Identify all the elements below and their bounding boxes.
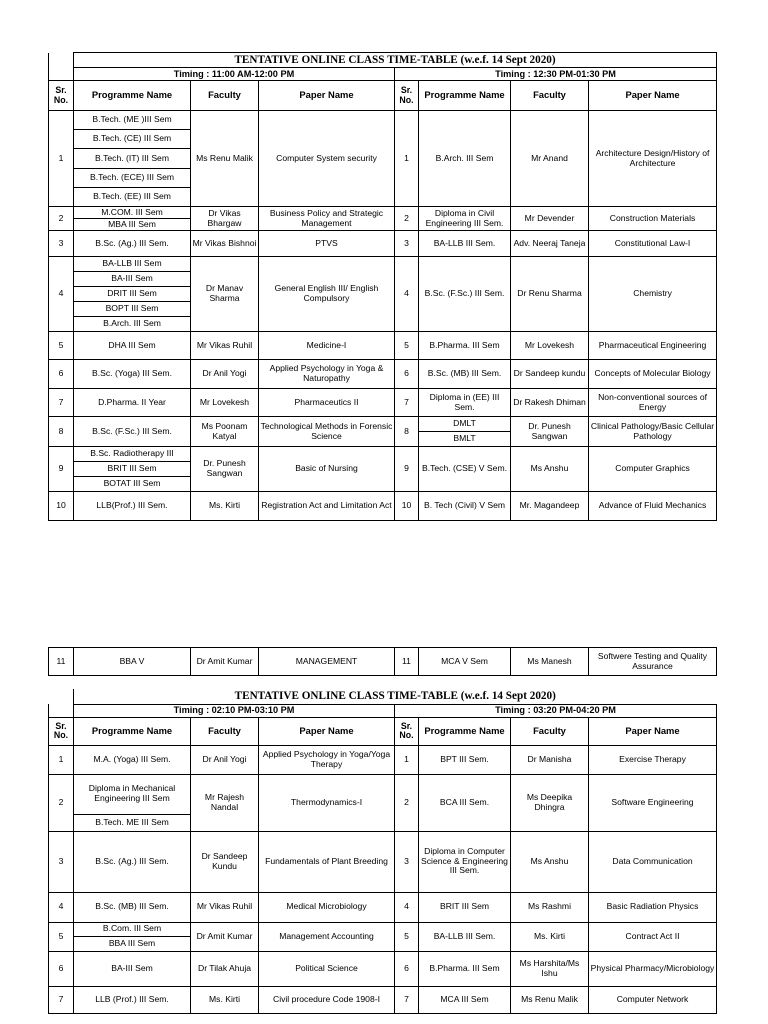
programme-name: Diploma in (EE) III Sem.: [419, 389, 511, 417]
paper-name: Contract Act II: [589, 922, 717, 951]
timetable-title: TENTATIVE ONLINE CLASS TIME-TABLE (w.e.f. 14 Sept 2020): [234, 689, 556, 702]
programme-name: B. Tech (Civil) V Sem: [419, 492, 511, 521]
header-programme: Programme Name: [74, 717, 191, 745]
sr-no: 6: [395, 360, 419, 389]
paper-name: Medical Microbiology: [259, 892, 395, 922]
programme-name-group: [74, 111, 191, 207]
programme-name: B.Sc. (Yoga) III Sem.: [74, 360, 191, 389]
timetable-afternoon: [48, 689, 717, 1014]
faculty-name: Ms Manesh: [511, 648, 589, 676]
programme-name: BPT III Sem.: [419, 745, 511, 774]
programme-name: B.Sc. (Ag.) III Sem.: [74, 231, 191, 257]
programme-name: BA-LLB III Sem: [102, 258, 162, 269]
paper-name: Applied Psychology in Yoga/Yoga Therapy: [259, 745, 395, 774]
corner-cell: [49, 53, 74, 68]
paper-name: Pharmaceutics II: [259, 389, 395, 417]
header-sr-no: Sr. No.: [395, 717, 419, 745]
programme-name: Diploma in Computer Science & Engineering III Sem.: [419, 831, 511, 892]
faculty-name: Dr Sandeep Kundu: [191, 831, 259, 892]
programme-name-group: [74, 922, 191, 951]
faculty-name: Dr Anil Yogi: [191, 745, 259, 774]
sr-no: 11: [395, 648, 419, 676]
programme-name: B.Arch. III Sem: [74, 316, 190, 331]
programme-name: B.Tech. (EE) III Sem: [74, 187, 190, 206]
header-paper: Paper Name: [589, 81, 717, 111]
sr-no: 3: [395, 231, 419, 257]
sr-no: 2: [395, 207, 419, 231]
faculty-name: Ms. Kirti: [191, 492, 259, 521]
faculty-name: Ms Deepika Dhingra: [511, 774, 589, 831]
sr-no: 3: [395, 831, 419, 892]
paper-name: Computer Network: [589, 986, 717, 1013]
paper-name: Applied Psychology in Yoga & Naturopathy: [259, 360, 395, 389]
programme-name: BCA III Sem.: [419, 774, 511, 831]
timetable-extra-row: [48, 647, 717, 676]
sr-no: 2: [49, 207, 74, 231]
timetable-morning: [48, 52, 717, 521]
faculty-name: Ms Poonam Katyal: [191, 417, 259, 447]
programme-name-group: [74, 447, 191, 492]
faculty-name: Mr Vikas Bishnoi: [191, 231, 259, 257]
programme-name: B.Sc. (MB) III Sem.: [74, 892, 191, 922]
paper-name: Registration Act and Limitation Act: [259, 492, 395, 521]
paper-name: Thermodynamics-I: [259, 774, 395, 831]
programme-name-group: [419, 417, 511, 447]
paper-name: Civil procedure Code 1908-I: [259, 986, 395, 1013]
paper-name: Business Policy and Strategic Management: [259, 207, 395, 231]
programme-name: BOPT III Sem: [74, 301, 190, 316]
programme-name-group: [74, 774, 191, 831]
programme-name: B.Com. III Sem: [102, 923, 162, 934]
sr-no: 8: [395, 417, 419, 447]
table-row: [49, 447, 717, 492]
sr-no: 8: [49, 417, 74, 447]
timing-right: Timing : 12:30 PM-01:30 PM: [395, 68, 717, 81]
faculty-name: Mr Lovekesh: [191, 389, 259, 417]
corner-cell: [49, 704, 74, 717]
sr-no: 5: [49, 922, 74, 951]
programme-name: MCA III Sem: [419, 986, 511, 1013]
paper-name: Pharmaceutical Engineering: [589, 332, 717, 360]
sr-no: 4: [49, 257, 74, 332]
header-faculty: Faculty: [511, 81, 589, 111]
paper-name: MANAGEMENT: [259, 648, 395, 676]
programme-name: BA-LLB III Sem.: [419, 922, 511, 951]
table-row: [49, 332, 717, 360]
programme-name: Diploma in Mechanical Engineering III Sem: [88, 783, 176, 804]
header-sr-no: Sr. No.: [49, 81, 74, 111]
table-row: [49, 111, 717, 207]
programme-name: B.Tech. ME III Sem: [74, 814, 190, 830]
table-row: [49, 892, 717, 922]
programme-name: DRIT III Sem: [74, 286, 190, 301]
header-programme: Programme Name: [419, 81, 511, 111]
table-row: [49, 492, 717, 521]
faculty-name: Dr Vikas Bhargaw: [191, 207, 259, 231]
header-faculty: Faculty: [191, 717, 259, 745]
table-row: [49, 986, 717, 1013]
header-sr-no: Sr. No.: [49, 717, 74, 745]
programme-name: B.Sc. Radiotherapy III: [90, 448, 174, 459]
programme-name: MBA III Sem: [74, 218, 190, 230]
faculty-name: Ms. Kirti: [191, 986, 259, 1013]
programme-name: MCA V Sem: [419, 648, 511, 676]
header-paper: Paper Name: [259, 81, 395, 111]
programme-name: BBA V: [74, 648, 191, 676]
timing-left: Timing : 11:00 AM-12:00 PM: [74, 68, 395, 81]
sr-no: 11: [49, 648, 74, 676]
programme-name: B.Tech. (ME )III Sem: [92, 114, 172, 125]
faculty-name: Mr Rajesh Nandal: [191, 774, 259, 831]
paper-name: Data Communication: [589, 831, 717, 892]
programme-name: BRIT III Sem: [74, 461, 190, 476]
programme-name: B.Tech. (IT) III Sem: [74, 148, 190, 167]
sr-no: 6: [49, 360, 74, 389]
table-row: [49, 207, 717, 231]
paper-name: General English III/ English Compulsory: [259, 257, 395, 332]
programme-name: B.Pharma. III Sem: [419, 332, 511, 360]
programme-name: B.Sc. (Ag.) III Sem.: [74, 831, 191, 892]
faculty-name: Dr Renu Sharma: [511, 257, 589, 332]
faculty-name: Dr. Punesh Sangwan: [191, 447, 259, 492]
paper-name: Computer Graphics: [589, 447, 717, 492]
paper-name: Medicine-I: [259, 332, 395, 360]
programme-name: B.Tech. (ECE) III Sem: [74, 168, 190, 187]
faculty-name: Mr Anand: [511, 111, 589, 207]
faculty-name: Ms Anshu: [511, 831, 589, 892]
programme-name: B.Pharma. III Sem: [419, 951, 511, 986]
programme-name: B.Arch. III Sem: [419, 111, 511, 207]
corner-cell: [49, 68, 74, 81]
paper-name: Computer System security: [259, 111, 395, 207]
paper-name: Basic Radiation Physics: [589, 892, 717, 922]
programme-name: D.Pharma. II Year: [74, 389, 191, 417]
faculty-name: Ms Harshita/Ms Ishu: [511, 951, 589, 986]
table-row: [49, 360, 717, 389]
sr-no: 5: [49, 332, 74, 360]
header-sr-no: Sr. No.: [395, 81, 419, 111]
paper-name: Software Engineering: [589, 774, 717, 831]
faculty-name: Adv. Neeraj Taneja: [511, 231, 589, 257]
sr-no: 6: [49, 951, 74, 986]
header-faculty: Faculty: [511, 717, 589, 745]
faculty-name: Dr Tilak Ahuja: [191, 951, 259, 986]
faculty-name: Dr Rakesh Dhiman: [511, 389, 589, 417]
faculty-name: Ms. Kirti: [511, 922, 589, 951]
paper-name: Construction Materials: [589, 207, 717, 231]
header-paper: Paper Name: [589, 717, 717, 745]
paper-name: Political Science: [259, 951, 395, 986]
programme-name: DHA III Sem: [74, 332, 191, 360]
table-row: [49, 951, 717, 986]
paper-name: Basic of Nursing: [259, 447, 395, 492]
faculty-name: Dr Anil Yogi: [191, 360, 259, 389]
sr-no: 5: [395, 922, 419, 951]
programme-name: B.Tech. (CSE) V Sem.: [419, 447, 511, 492]
table-row: [49, 745, 717, 774]
programme-name: M.A. (Yoga) III Sem.: [74, 745, 191, 774]
sr-no: 1: [49, 745, 74, 774]
paper-name: Non-conventional sources of Energy: [589, 389, 717, 417]
faculty-name: Dr. Punesh Sangwan: [511, 417, 589, 447]
programme-name: BMLT: [419, 431, 510, 446]
faculty-name: Ms Anshu: [511, 447, 589, 492]
sr-no: 7: [49, 389, 74, 417]
faculty-name: Dr Amit Kumar: [191, 922, 259, 951]
sr-no: 6: [395, 951, 419, 986]
faculty-name: Ms Rashmi: [511, 892, 589, 922]
header-paper: Paper Name: [259, 717, 395, 745]
sr-no: 10: [395, 492, 419, 521]
paper-name: Constitutional Law-I: [589, 231, 717, 257]
header-faculty: Faculty: [191, 81, 259, 111]
programme-name: LLB (Prof.) III Sem.: [74, 986, 191, 1013]
sr-no: 3: [49, 231, 74, 257]
sr-no: 9: [49, 447, 74, 492]
sr-no: 7: [395, 986, 419, 1013]
faculty-name: Dr Manisha: [511, 745, 589, 774]
sr-no: 2: [49, 774, 74, 831]
programme-name: DMLT: [453, 418, 476, 429]
paper-name: Clinical Pathology/Basic Cellular Pathology: [589, 417, 717, 447]
sr-no: 2: [395, 774, 419, 831]
programme-name: BA-III Sem: [74, 271, 190, 286]
sr-no: 1: [49, 111, 74, 207]
programme-name: B.Sc. (F.Sc.) III Sem.: [419, 257, 511, 332]
faculty-name: Dr Sandeep kundu: [511, 360, 589, 389]
programme-name: BBA III Sem: [74, 936, 190, 951]
table-row: [49, 389, 717, 417]
faculty-name: Mr Devender: [511, 207, 589, 231]
table-row: [49, 417, 717, 447]
sr-no: 3: [49, 831, 74, 892]
paper-name: Physical Pharmacy/Microbiology: [589, 951, 717, 986]
table-row: [49, 774, 717, 831]
timing-left: Timing : 02:10 PM-03:10 PM: [74, 704, 395, 717]
paper-name: Fundamentals of Plant Breeding: [259, 831, 395, 892]
paper-name: Exercise Therapy: [589, 745, 717, 774]
paper-name: PTVS: [259, 231, 395, 257]
faculty-name: Ms Renu Malik: [191, 111, 259, 207]
programme-name-group: [74, 207, 191, 231]
sr-no: 4: [49, 892, 74, 922]
programme-name: B.Sc. (MB) III Sem.: [419, 360, 511, 389]
programme-name: BOTAT III Sem: [74, 476, 190, 491]
paper-name: Chemistry: [589, 257, 717, 332]
header-programme: Programme Name: [74, 81, 191, 111]
faculty-name: Mr Vikas Ruhil: [191, 332, 259, 360]
programme-name: B.Sc. (F.Sc.) III Sem.: [74, 417, 191, 447]
paper-name: Concepts of Molecular Biology: [589, 360, 717, 389]
timing-right: Timing : 03:20 PM-04:20 PM: [395, 704, 717, 717]
programme-name: BA-III Sem: [74, 951, 191, 986]
sr-no: 5: [395, 332, 419, 360]
programme-name: M.COM. III Sem: [101, 206, 163, 217]
sr-no: 7: [49, 986, 74, 1013]
timetable-rows: [49, 745, 717, 1013]
paper-name: Management Accounting: [259, 922, 395, 951]
corner-cell: [49, 689, 74, 704]
sr-no: 1: [395, 111, 419, 207]
programme-name-group: [74, 257, 191, 332]
sr-no: 7: [395, 389, 419, 417]
programme-name: B.Tech. (CE) III Sem: [74, 129, 190, 148]
paper-name: Advance of Fluid Mechanics: [589, 492, 717, 521]
programme-name: Diploma in Civil Engineering III Sem.: [419, 207, 511, 231]
table-row: [49, 257, 717, 332]
header-programme: Programme Name: [419, 717, 511, 745]
sr-no: 9: [395, 447, 419, 492]
faculty-name: Mr. Magandeep: [511, 492, 589, 521]
programme-name: LLB(Prof.) III Sem.: [74, 492, 191, 521]
faculty-name: Dr Manav Sharma: [191, 257, 259, 332]
programme-name: BA-LLB III Sem.: [419, 231, 511, 257]
timetable-title: TENTATIVE ONLINE CLASS TIME-TABLE (w.e.f. 14 Sept 2020): [74, 53, 717, 68]
faculty-name: Mr Lovekesh: [511, 332, 589, 360]
programme-name: BRIT III Sem: [419, 892, 511, 922]
faculty-name: Mr Vikas Ruhil: [191, 892, 259, 922]
table-row: [49, 922, 717, 951]
table-row: [49, 831, 717, 892]
timetable-rows: [49, 111, 717, 521]
paper-name: Softwere Testing and Quality Assurance: [589, 648, 717, 676]
faculty-name: Ms Renu Malik: [511, 986, 589, 1013]
paper-name: Architecture Design/History of Architecture: [589, 111, 717, 207]
sr-no: 10: [49, 492, 74, 521]
faculty-name: Dr Amit Kumar: [191, 648, 259, 676]
sr-no: 4: [395, 257, 419, 332]
sr-no: 4: [395, 892, 419, 922]
sr-no: 1: [395, 745, 419, 774]
table-row: [49, 231, 717, 257]
paper-name: Technological Methods in Forensic Science: [259, 417, 395, 447]
